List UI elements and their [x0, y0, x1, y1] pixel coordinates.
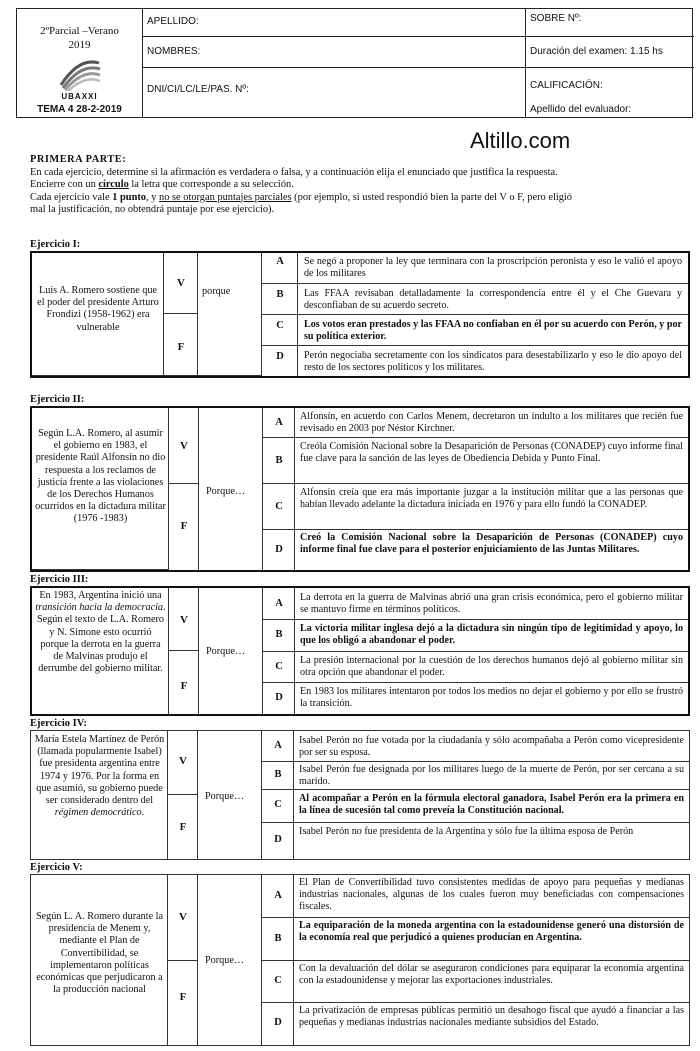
watermark-brand: Altillo.com — [470, 128, 571, 153]
option-c-text: Alfonsín creía que era más importante juzgar a la institución militar que a las personas que habían llevado adelante la dictadura iniciada en 1976 y para ello fundó la CONADEP. — [300, 487, 683, 510]
exercise-label: Ejercicio II: — [30, 394, 85, 405]
option-letter-c[interactable]: C — [276, 320, 284, 331]
exercise-1-table — [30, 251, 690, 378]
exam-header — [16, 8, 693, 118]
v-label[interactable]: V — [180, 440, 188, 452]
option-b-text: La victoria militar inglesa dejó a la dictadura sin ningún tipo de legitimidad y apoyo, lo que los obligó a abandonar el poder. — [300, 623, 683, 646]
calificacion-field[interactable]: CALIFICACIÓN: — [530, 80, 603, 91]
f-label[interactable]: F — [179, 821, 187, 833]
option-c-text: Al acompañar a Perón en la fórmula electoral ganadora, Isabel Perón era la primera en la línea de sucesión tal como preveía la Constitución nacional. — [299, 793, 684, 816]
option-a-text: Alfonsín, en acuerdo con Carlos Menem, decretaron un indulto a los militares que recién fue revisado en 2003 por Néstor Kirchner. — [300, 411, 683, 434]
option-d-text: La privatización de empresas públicas permitió un desahogo fiscal que ayudó a financiar a las pequeñas y medianas industrias nacionales mediante subsidios del Estado. — [299, 1005, 684, 1028]
question-text: En 1983, Argentina inició una transición hacia la democracia. Según el texto de L.A. Romero y N. Simone esto ocurrió porque la derrota en la guerra de Malvinas produjo el derrumbe del gobierno militar. — [35, 590, 166, 675]
porque-label: Porque… — [205, 791, 245, 802]
section-title: PRIMERA PARTE: — [30, 154, 127, 165]
option-a-text: La derrota en la guerra de Malvinas abrió una gran crisis económica, pero el gobierno militar se mantuvo firme en términos políticos. — [300, 592, 683, 615]
apellido-field[interactable]: APELLIDO: — [147, 16, 199, 27]
exercise-4-table — [30, 730, 690, 860]
v-label[interactable]: V — [179, 755, 187, 767]
option-letter-d[interactable]: D — [275, 544, 283, 555]
porque-label: porque — [202, 286, 231, 297]
evaluador-field[interactable]: Apellido del evaluador: — [530, 104, 632, 115]
nombres-field[interactable]: NOMBRES: — [147, 46, 201, 57]
porque-label: Porque… — [206, 486, 246, 497]
option-letter-b[interactable]: B — [276, 289, 284, 300]
option-c-text: La presión internacional por la cuestión de los derechos humanos dejó al gobierno militar sin otra opción que abandonar el poder. — [300, 655, 683, 678]
option-a-text: El Plan de Convertibilidad tuvo consistentes medidas de apoyo para pequeñas y medianas industrias nacionales, algunas de los cuales fueron muy beneficiadas con compensaciones fiscales. — [299, 877, 684, 912]
option-letter-d[interactable]: D — [274, 1017, 282, 1028]
exercise-label: Ejercicio V: — [30, 862, 83, 873]
instruction-line: Cada ejercicio vale 1 punto, y no se otorgan puntajes parciales (por ejemplo, si usted respondió bien la parte del V o F, pero eligió — [30, 191, 572, 203]
instruction-line: En cada ejercicio, determine si la afirmación es verdadera o falsa, y a continuación elija el enunciado que justifica la respuesta. — [30, 166, 558, 178]
question-text: Luis A. Romero sostiene que el poder del presidente Arturo Frondizi (1958-1962) era vulnerable — [37, 285, 159, 333]
instructions — [30, 154, 690, 217]
option-letter-a[interactable]: A — [274, 740, 282, 751]
option-letter-a[interactable]: A — [274, 890, 282, 901]
option-letter-a[interactable]: A — [275, 417, 283, 428]
option-d-text: Isabel Perón no fue presidenta de la Argentina y sólo fue la última esposa de Perón — [299, 826, 634, 837]
v-label[interactable]: V — [180, 614, 188, 626]
exam-year: 2019 — [68, 39, 91, 51]
instruction-line: Encierre con un círculo la letra que corresponde a su selección. — [30, 179, 294, 190]
f-label[interactable]: F — [180, 680, 188, 692]
sobre-field[interactable]: SOBRE Nº: — [530, 13, 582, 24]
option-b-text: Las FFAA revisaban detalladamente la correspondencia entre él y el Che Guevara y desconfiaban de su acuerdo secreto. — [304, 288, 682, 311]
option-letter-a[interactable]: A — [275, 598, 283, 609]
exercise-2-table — [30, 406, 690, 572]
option-letter-b[interactable]: B — [275, 455, 283, 466]
f-label[interactable]: F — [180, 520, 188, 532]
exercise-3-table — [30, 586, 690, 716]
exercise-label: Ejercicio IV: — [30, 718, 87, 729]
duracion-label: Duración del examen: 1.15 hs — [530, 46, 663, 57]
option-letter-a[interactable]: A — [276, 256, 284, 267]
exercise-label: Ejercicio I: — [30, 239, 81, 250]
option-b-text: Isabel Perón fue designada por los militares luego de la muerte de Perón, por ser cercana a su marido. — [299, 764, 684, 787]
v-label[interactable]: V — [177, 277, 185, 289]
exercise-label: Ejercicio III: — [30, 574, 89, 585]
option-letter-c[interactable]: C — [275, 661, 283, 672]
option-a-text: Se negó a proponer la ley que terminara con la proscripción peronista y eso le valió el apoyo de los militares — [304, 256, 682, 279]
porque-label: Porque… — [205, 955, 245, 966]
question-text: Según L.A. Romero, al asumir el gobierno en 1983, el presidente Raúl Alfonsín no dio respuesta a los reclamos de justicia frente a las violaciones de los Derechos Humanos ocurridos en la dictadura militar (1976 -1983) — [35, 428, 166, 525]
option-letter-c[interactable]: C — [274, 975, 282, 986]
porque-label: Porque… — [206, 646, 246, 657]
option-letter-d[interactable]: D — [275, 692, 283, 703]
exam-name: 2ºParcial –Verano — [40, 25, 119, 37]
option-d-text: En 1983 los militares intentaron por todos los medios no dejar el gobierno y por ello se frustró la transición. — [300, 686, 683, 709]
option-letter-b[interactable]: B — [275, 629, 283, 640]
f-label[interactable]: F — [177, 341, 185, 353]
option-letter-c[interactable]: C — [275, 501, 283, 512]
option-letter-b[interactable]: B — [274, 933, 282, 944]
ubaxxi-logo-icon — [57, 55, 102, 91]
option-letter-d[interactable]: D — [276, 351, 284, 362]
option-c-text: Los votos eran prestados y las FFAA no confiaban en él por su acuerdo con Perón, y por su política exterior. — [304, 319, 682, 342]
option-letter-b[interactable]: B — [274, 769, 282, 780]
f-label[interactable]: F — [179, 991, 187, 1003]
v-label[interactable]: V — [179, 911, 187, 923]
option-letter-d[interactable]: D — [274, 834, 282, 845]
option-b-text: La equiparación de la moneda argentina con la estadounidense generó una distorsión de la economía real que perjudicó a quienes producían en Argentina. — [299, 920, 684, 943]
tema-label: TEMA 4 28-2-2019 — [37, 104, 122, 115]
option-letter-c[interactable]: C — [274, 799, 282, 810]
false-option[interactable] — [168, 961, 198, 1045]
option-b-text: Creóla Comisión Nacional sobre la Desaparición de Personas (CONADEP) cuyo informe final fue clave para la sanción de las leyes de Obediencia Debida y Punto Final. — [300, 441, 683, 464]
option-d-text: Perón negociaba secretamente con los sindicatos para desestabilizarlo y eso le dio apoyo del resto de los sectores políticos y los militares. — [304, 350, 682, 373]
dni-field[interactable]: DNI/CI/LC/LE/PAS. Nº: — [147, 84, 249, 95]
exercise-5-table — [30, 874, 690, 1046]
question-text: Según L. A. Romero durante la presidencia de Menem y, mediante el Plan de Convertibilidad, se implementaron políticas económicas que perjudicaron a la producción nacional — [35, 911, 164, 996]
instruction-line: mal la justificación, no obtendrá puntaje por ese ejercicio). — [30, 204, 275, 215]
logo-text: UBAXXI — [61, 92, 98, 101]
option-a-text: Isabel Perón no fue votada por la ciudadanía y sólo acompañaba a Perón como vicepresidente por ser su esposa. — [299, 735, 684, 758]
option-d-text: Creó la Comisión Nacional sobre la Desaparición de Personas (CONADEP) cuyo informe final fue clave para el posterior enjuiciamiento de las Juntas Militares. — [300, 532, 683, 555]
option-c-text: Con la devaluación del dólar se aseguraron condiciones para equiparar la economía argentina con la estadounidense y mejorar las exportaciones industriales. — [299, 963, 684, 986]
question-text: María Estela Martínez de Perón (llamada popularmente Isabel) fue presidenta argentina entre 1974 y 1976. Por la forma en que asumió, su gobierno puede ser considerado dentro del régimen democrático. — [34, 734, 165, 819]
